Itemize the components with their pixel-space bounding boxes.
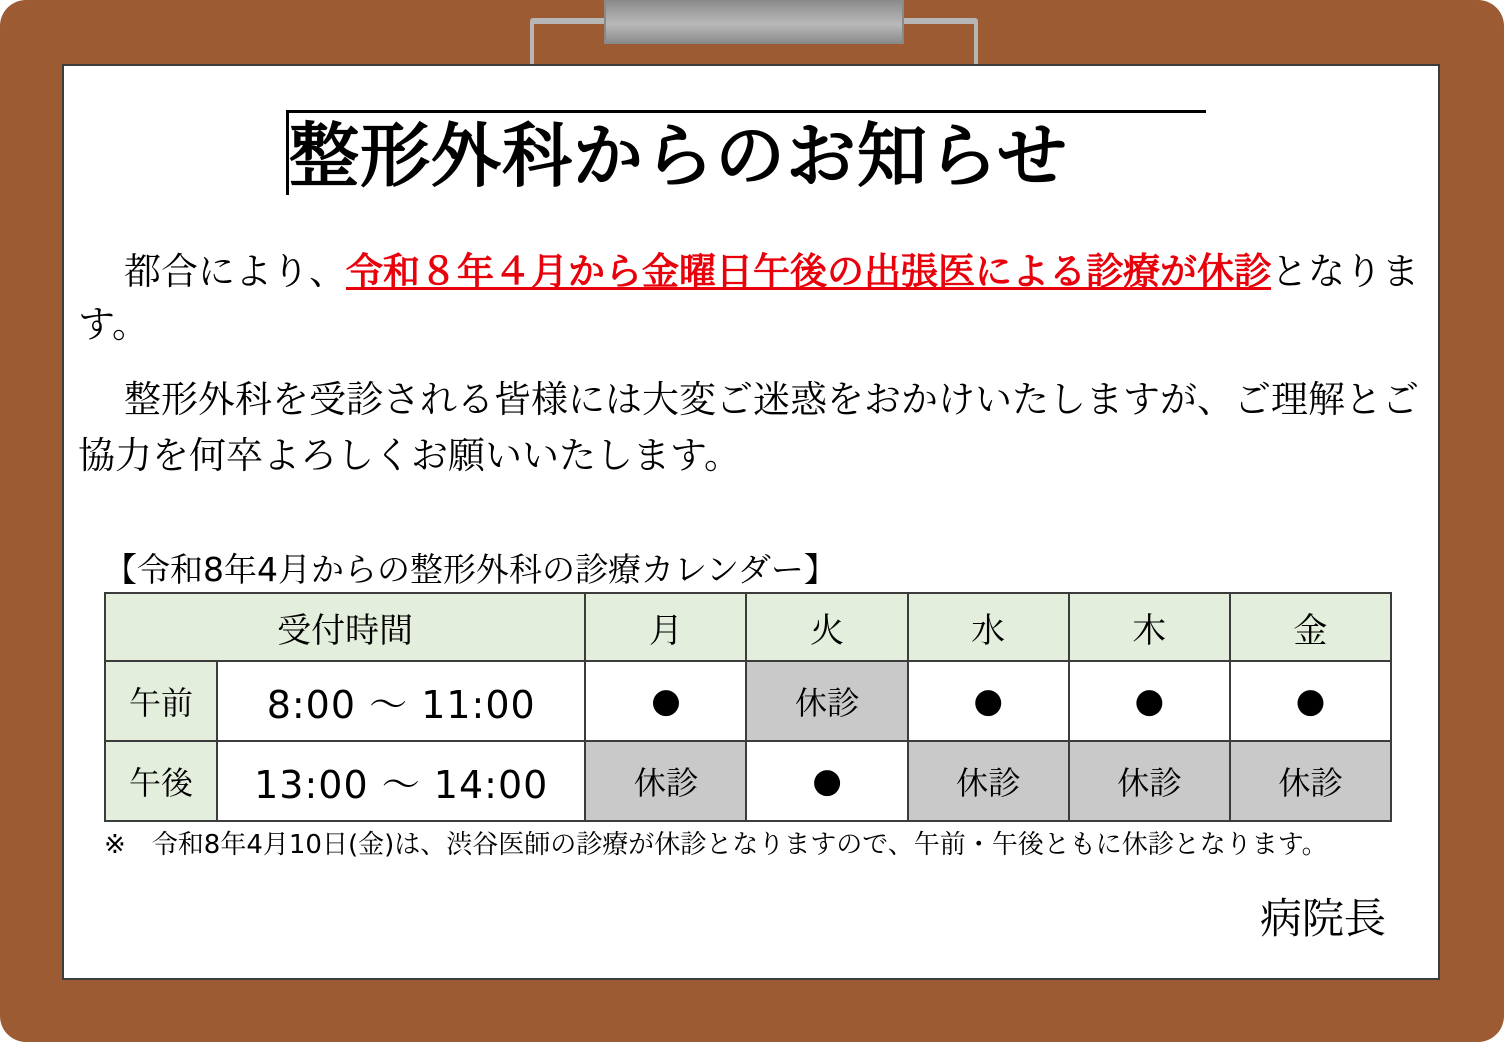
- cell-afternoon-fri: 休診: [1230, 741, 1391, 821]
- signature-line: 病院長: [1259, 894, 1386, 943]
- table-row: [105, 661, 1391, 741]
- row-period-afternoon: 午後: [105, 741, 217, 821]
- cell-afternoon-thu: 休診: [1069, 741, 1230, 821]
- header-tuesday: 火: [746, 593, 907, 661]
- calendar-footnote: ※ 令和8年4月10日(金)は、渋谷医師の診療が休診となりますので、午前・午後ともに休診となります。: [104, 830, 1328, 860]
- cell-morning-mon: ●: [585, 661, 746, 741]
- header-thursday: 木: [1069, 593, 1230, 661]
- row-time-morning: 8:00 ～ 11:00: [217, 661, 585, 741]
- notice-paragraph-2: [78, 372, 1434, 483]
- calendar-heading: 【令和8年4月からの整形外科の診療カレンダー】: [104, 550, 837, 589]
- cell-morning-thu: ●: [1069, 661, 1230, 741]
- cell-morning-tue: 休診: [746, 661, 907, 741]
- cell-morning-wed: ●: [908, 661, 1069, 741]
- header-reception-time: 受付時間: [105, 593, 585, 661]
- notice-document: [64, 66, 1442, 982]
- paragraph1-lead: 都合により、: [124, 250, 346, 293]
- clip-metal-bar: [604, 0, 904, 44]
- cell-afternoon-wed: 休診: [908, 741, 1069, 821]
- cell-morning-fri: ●: [1230, 661, 1391, 741]
- paragraph1-highlight: 令和８年４月から金曜日午後の出張医による診療が休診: [346, 250, 1271, 293]
- page-title: 整形外科からのお知らせ: [289, 115, 1068, 197]
- paragraph2-text: 整形外科を受診される皆様には大変ご迷惑をおかけいたしますが、ご理解とご協力を何卒よろしくお願いいたします。: [78, 378, 1419, 477]
- header-monday: 月: [585, 593, 746, 661]
- header-friday: 金: [1230, 593, 1391, 661]
- header-wednesday: 水: [908, 593, 1069, 661]
- treatment-calendar-table: [104, 592, 1392, 822]
- notice-paragraph-1: [78, 246, 1428, 351]
- cell-afternoon-mon: 休診: [585, 741, 746, 821]
- paragraph1-tail: となります。: [78, 250, 1419, 346]
- paper-sheet: [62, 64, 1440, 980]
- table-row: [105, 741, 1391, 821]
- row-time-afternoon: 13:00 ～ 14:00: [217, 741, 585, 821]
- page-title-frame: [286, 110, 1206, 195]
- cell-afternoon-tue: ●: [746, 741, 907, 821]
- table-header-row: [105, 593, 1391, 661]
- row-period-morning: 午前: [105, 661, 217, 741]
